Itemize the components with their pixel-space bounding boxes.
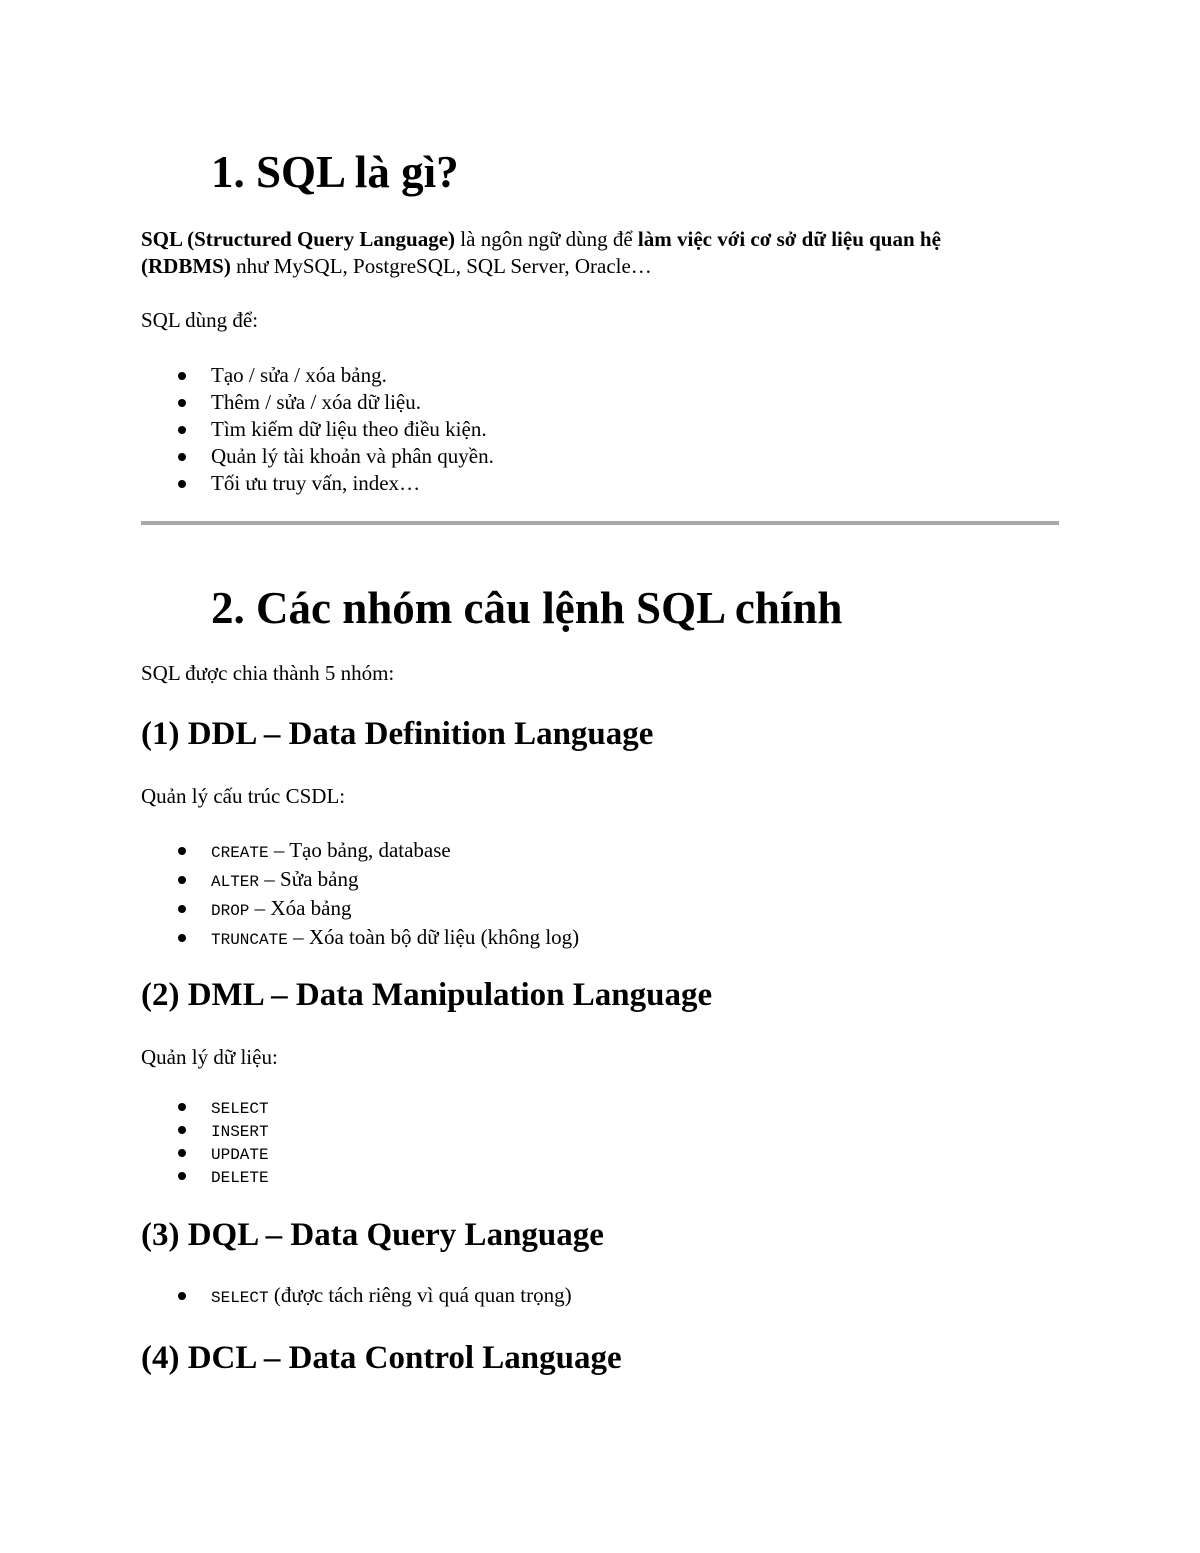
command-code: ALTER (211, 873, 260, 891)
command-code: UPDATE (211, 1146, 269, 1164)
list-item: Tối ưu truy vấn, index… (211, 470, 494, 497)
list-item (211, 1095, 269, 1118)
list-item (211, 1141, 269, 1164)
list-item: Thêm / sửa / xóa dữ liệu. (211, 389, 494, 416)
list-item: Tìm kiếm dữ liệu theo điều kiện. (211, 416, 494, 443)
command-code: INSERT (211, 1123, 269, 1141)
command-description: (được tách riêng vì quá quan trọng) (268, 1283, 572, 1307)
list-item (211, 865, 579, 894)
ddl-heading: (1) DDL – Data Definition Language (141, 716, 654, 752)
ddl-description: Quản lý cấu trúc CSDL: (141, 784, 346, 808)
command-description: – Sửa bảng (259, 867, 359, 891)
list-item (211, 894, 579, 923)
dql-command-list (211, 1282, 572, 1309)
sql-term: SQL (Structured Query Language) (141, 227, 456, 251)
list-item (211, 836, 579, 865)
definition-text-1: là ngôn ngữ dùng để (455, 227, 638, 251)
command-description: – Xóa bảng (249, 896, 352, 920)
list-item: Quản lý tài khoản và phân quyền. (211, 444, 494, 468)
list-item: Tạo / sửa / xóa bảng. (211, 362, 494, 389)
list-item (211, 1164, 269, 1187)
list-item (211, 1118, 269, 1141)
dcl-heading: (4) DCL – Data Control Language (141, 1340, 622, 1376)
relational-db-term: làm việc với cơ sở dữ liệu quan hệ (637, 227, 941, 251)
list-item (211, 1282, 572, 1309)
dml-description: Quản lý dữ liệu: (141, 1045, 278, 1069)
command-code: DROP (211, 902, 250, 920)
dml-heading: (2) DML – Data Manipulation Language (141, 977, 713, 1013)
command-code: SELECT (211, 1100, 269, 1118)
command-code: TRUNCATE (211, 931, 288, 949)
command-description: – Xóa toàn bộ dữ liệu (không log) (287, 925, 580, 949)
section-2-title: 2. Các nhóm câu lệnh SQL chính (211, 583, 843, 633)
command-code: DELETE (211, 1169, 269, 1187)
dql-heading: (3) DQL – Data Query Language (141, 1217, 604, 1253)
sql-definition-paragraph (141, 226, 941, 280)
section-1-title: 1. SQL là gì? (211, 147, 459, 197)
command-code: SELECT (211, 1289, 269, 1307)
command-code: CREATE (211, 844, 269, 862)
sql-uses-label: SQL dùng để: (141, 308, 259, 332)
ddl-command-list (211, 836, 579, 952)
sql-groups-intro: SQL được chia thành 5 nhóm: (141, 661, 395, 685)
definition-text-2: như MySQL, PostgreSQL, SQL Server, Oracle… (230, 254, 652, 278)
list-item (211, 923, 579, 952)
sql-uses-list (211, 362, 494, 497)
dml-command-list (211, 1095, 269, 1187)
command-description: – Tạo bảng, database (268, 838, 451, 862)
rdbms-term: (RDBMS) (141, 254, 231, 278)
horizontal-divider (141, 521, 1059, 525)
